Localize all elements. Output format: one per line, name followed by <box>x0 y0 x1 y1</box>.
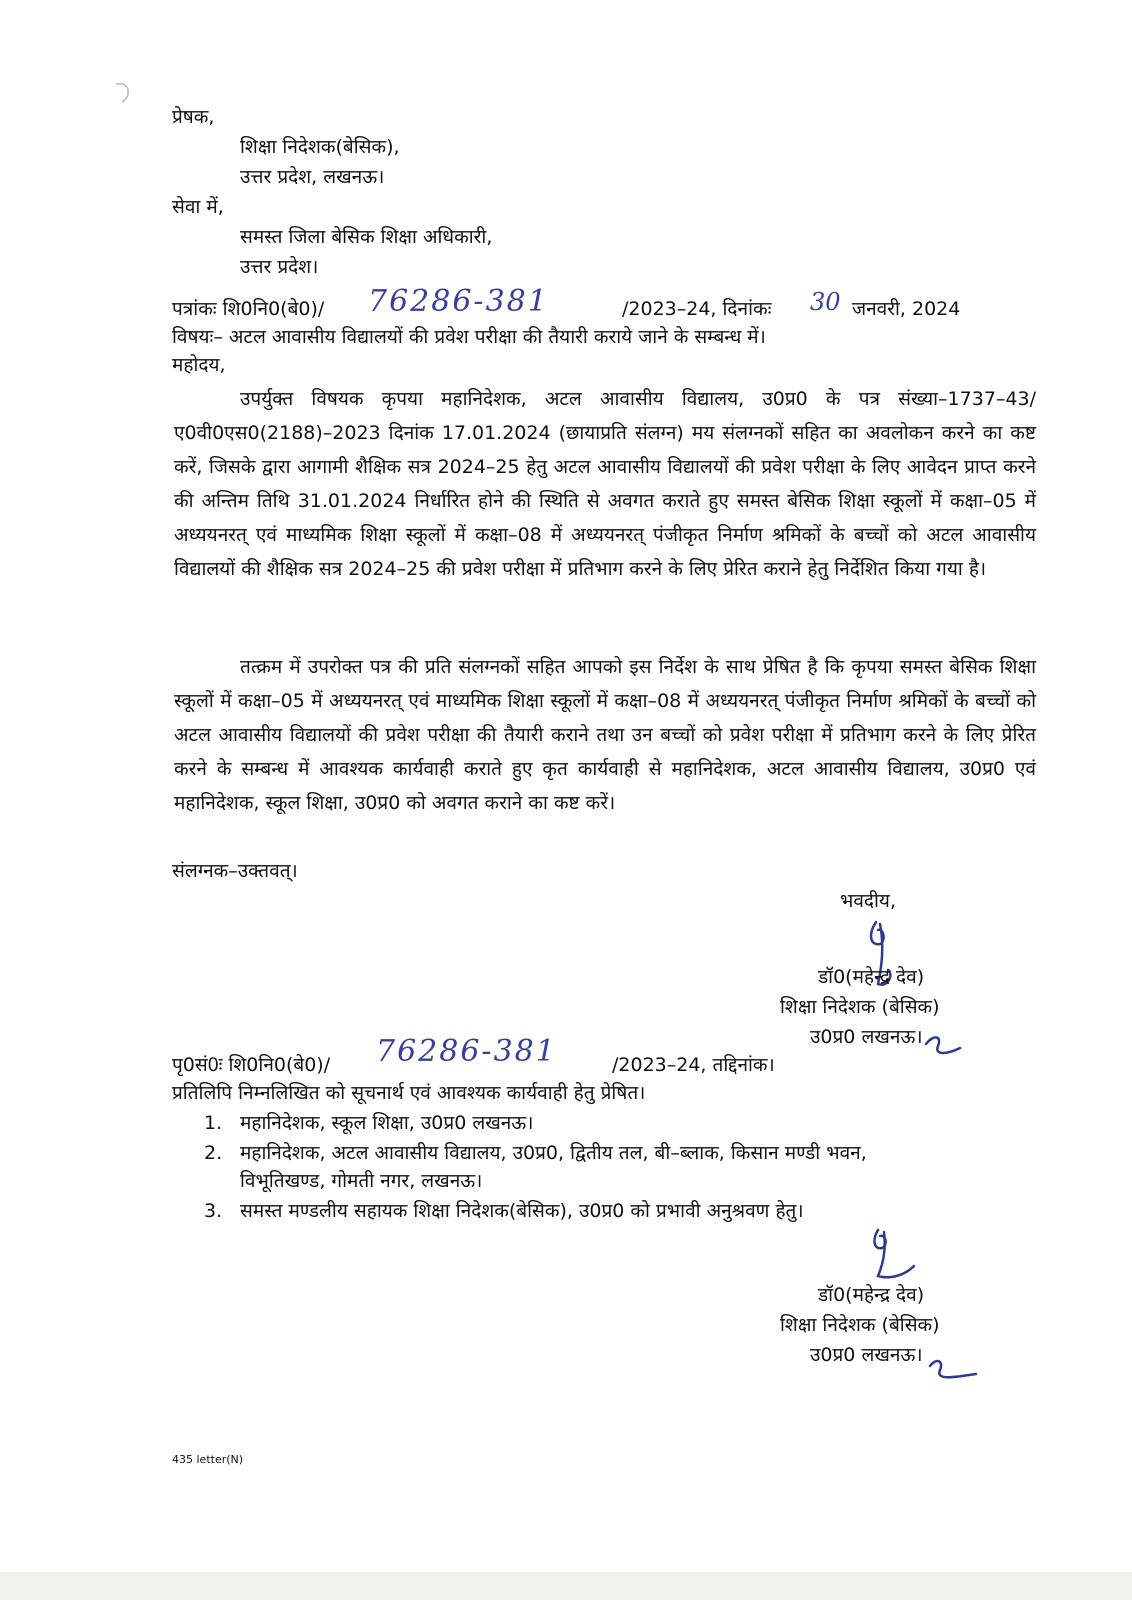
scan-mark <box>112 80 132 104</box>
sender-designation: शिक्षा निदेशक(बेसिक), <box>240 136 400 158</box>
list-item-number: 1. <box>204 1112 223 1134</box>
signatory-name: डॉ0(महेन्द्र देव) <box>818 966 925 988</box>
reference-suffix: /2023–24, दिनांकः <box>622 298 772 320</box>
body-paragraph-1: उपर्युक्त विषयक कृपया महानिदेशक, अटल आवासीय विद्यालय, उ0प्र0 के पत्र संख्या–1737–43/ए0वी0एस0(2188)–2023 दिनांक 17.01.2024 (छायाप्रति संलग्न) मय संलग्नकों सहित का अवलोकन करने का कष्ट करें, जिसके द्वारा आगामी शैक्षिक सत्र 2024–25 हेतु अटल आवासीय विद्यालयों की प्रवेश परीक्षा के लिए आवेदन प्राप्त करने की अन्तिम तिथि 31.01.2024 निर्धारित होने की स्थिति से अवगत कराते हुए समस्त बेसिक शिक्षा स्कूलों में कक्षा–05 में अध्ययनरत् एवं माध्यमिक शिक्षा स्कूलों में कक्षा–08 में अध्ययनरत् पंजीकृत निर्माण श्रमिकों के बच्चों को अटल आवासीय विद्यालयों की शैक्षिक सत्र 2024–25 की प्रवेश परीक्षा में प्रतिभाग करने के लिए प्रेरित कराने हेतु निर्देशित किया गया है। <box>174 388 1036 580</box>
salutation: महोदय, <box>172 354 226 376</box>
sender-label: प्रेषक, <box>172 106 215 128</box>
reference-prefix: पत्रांकः शि0नि0(बे0)/ <box>172 298 325 320</box>
list-item <box>204 1110 533 1136</box>
endorsement-suffix: /2023–24, तद्दिनांक। <box>612 1054 775 1076</box>
footer-note: 435 letter(N) <box>172 1453 244 1466</box>
list-item-text: समस्त मण्डलीय सहायक शिक्षा निदेशक(बेसिक), उ0प्र0 को प्रभावी अनुश्रवण हेतु। <box>240 1200 804 1222</box>
list-item-number: 3. <box>204 1200 223 1222</box>
reference-number-handwritten: 76286-381 <box>368 284 549 319</box>
sender-place: उत्तर प्रदेश, लखनऊ। <box>240 166 385 188</box>
list-item-continuation: विभूतिखण्ड, गोमती नगर, लखनऊ। <box>240 1170 483 1192</box>
subject-line: विषयः– अटल आवासीय विद्यालयों की प्रवेश परीक्षा की तैयारी कराये जाने के सम्बन्ध में। <box>172 326 766 348</box>
recipient-place: उत्तर प्रदेश। <box>240 256 319 278</box>
list-item-number: 2. <box>204 1142 223 1164</box>
reference-day-handwritten: 30 <box>810 288 841 316</box>
signatory-designation: शिक्षा निदेशक (बेसिक) <box>780 996 940 1018</box>
closing: भवदीय, <box>840 890 896 912</box>
signature-2-flourish <box>924 1350 984 1386</box>
list-item <box>204 1140 867 1166</box>
signature-1-flourish <box>920 1026 970 1062</box>
signatory-2-designation: शिक्षा निदेशक (बेसिक) <box>780 1314 940 1336</box>
list-item <box>204 1198 804 1224</box>
endorsement-intro: प्रतिलिपि निम्नलिखित को सूचनार्थ एवं आवश्यक कार्यवाही हेतु प्रेषित। <box>172 1082 646 1104</box>
signatory-place: उ0प्र0 लखनऊ। <box>810 1026 923 1048</box>
signature-1 <box>858 914 898 1004</box>
recipient-designation: समस्त जिला बेसिक शिक्षा अधिकारी, <box>240 226 493 248</box>
enclosure-line: संलग्नक–उक्तवत्। <box>172 860 298 882</box>
recipient-label: सेवा में, <box>172 196 224 218</box>
signatory-2-name: डॉ0(महेन्द्र देव) <box>818 1284 925 1306</box>
endorsement-prefix: पृ0सं0ः शि0नि0(बे0)/ <box>172 1054 331 1076</box>
body-paragraph-2: तत्क्रम में उपरोक्त पत्र की प्रति संलग्नकों सहित आपको इस निर्देश के साथ प्रेषित है कि कृपया समस्त बेसिक शिक्षा स्कूलों में कक्षा–05 में अध्ययनरत् एवं माध्यमिक शिक्षा स्कूलों में कक्षा–08 में अध्ययनरत् पंजीकृत निर्माण श्रमिकों के बच्चों को अटल आवासीय विद्यालयों की प्रवेश परीक्षा की तैयारी कराने तथा उन बच्चों को प्रवेश परीक्षा में प्रतिभाग करने के लिए प्रेरित करने के सम्बन्ध में आवश्यक कार्यवाही कराते हुए कृत कार्यवाही से महानिदेशक, अटल आवासीय विद्यालय, उ0प्र0 एवं महानिदेशक, स्कूल शिक्षा, उ0प्र0 को अवगत कराने का कष्ट करें। <box>174 656 1036 814</box>
list-item-text: महानिदेशक, अटल आवासीय विद्यालय, उ0प्र0, द्वितीय तल, बी–ब्लाक, किसान मण्डी भवन, <box>240 1142 867 1164</box>
reference-month-year: जनवरी, 2024 <box>852 298 961 320</box>
signatory-2-place: उ0प्र0 लखनऊ। <box>810 1344 923 1366</box>
endorsement-number-handwritten: 76286-381 <box>376 1034 557 1069</box>
list-item-text: महानिदेशक, स्कूल शिक्षा, उ0प्र0 लखनऊ। <box>240 1112 534 1134</box>
scan-bottom-strip <box>0 1572 1132 1600</box>
